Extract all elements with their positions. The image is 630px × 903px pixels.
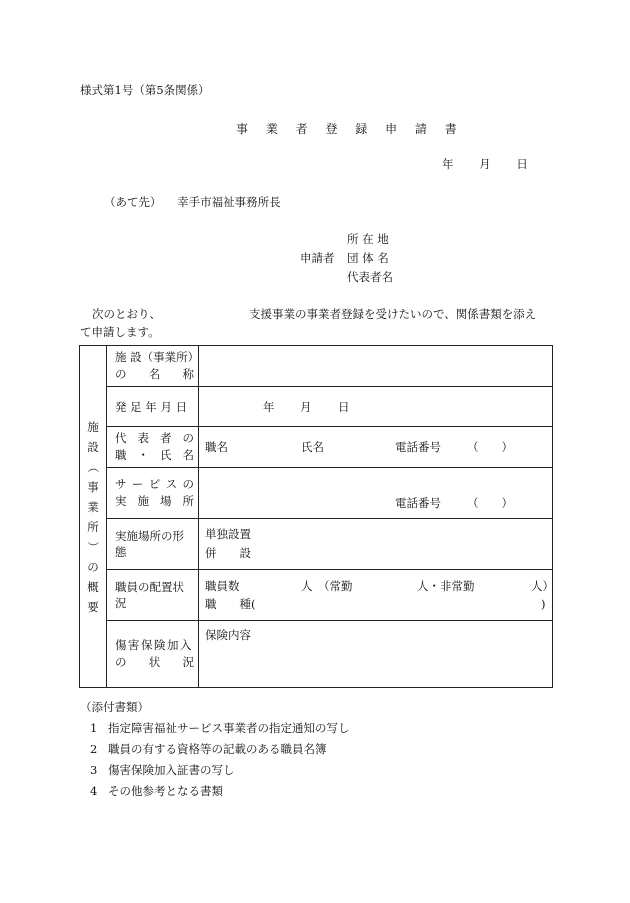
side-label-char: 業 [87, 499, 99, 514]
facility-name-label-bottom [115, 366, 194, 383]
staff-fulltime: （常勤 [318, 579, 353, 593]
addressee-name: 幸手市福祉事務所長 [177, 195, 281, 209]
side-label-char: 要 [87, 599, 99, 614]
date-month: 月 [479, 157, 491, 171]
staff-field[interactable] [199, 570, 553, 621]
representative-label-bottom [115, 447, 194, 464]
statement-part2: 支援事業の事業者登録を受けたいので、関係書類を添え [249, 307, 537, 321]
start-date-day: 日 [338, 399, 350, 414]
label-char: 称 [182, 367, 194, 381]
insurance-label-top: 傷害保険加入 [115, 638, 193, 652]
facility-name-label [107, 346, 199, 387]
loc-phone-label: 電話番号 [395, 496, 441, 510]
staff-persons-end: 人） [531, 579, 554, 593]
rep-position-label: 職名 [205, 440, 228, 454]
label-char: ス [165, 477, 178, 491]
location-type-field[interactable] [199, 519, 553, 570]
label-char: 氏 [160, 448, 172, 462]
side-label-char: ） [86, 540, 100, 553]
facility-overview-table [79, 345, 553, 688]
staff-label: 職員の配置状況 [107, 570, 199, 621]
staff-persons: 人 [301, 579, 313, 593]
loc-phone-paren: （ ） [467, 496, 513, 510]
label-char: 名 [182, 448, 194, 462]
start-date-year: 年 [263, 399, 275, 414]
label-char: ビ [148, 477, 161, 491]
label-char: の [182, 431, 194, 445]
insurance-content-label: 保険内容 [205, 628, 251, 642]
staff-count-label: 職員数 [205, 579, 240, 593]
side-label-char: 所 [87, 519, 99, 534]
application-statement [80, 305, 550, 341]
date-year: 年 [442, 157, 454, 171]
staff-kind-end: ) [541, 597, 546, 611]
attachment-text: 傷害保険加入証書の写し [108, 763, 235, 777]
attachment-item [80, 781, 350, 802]
statement-part1: 次のとおり、 [92, 307, 161, 321]
label-char: 代 [115, 431, 127, 445]
label-char: の [182, 477, 194, 491]
option-standalone[interactable]: 単独設置 [205, 527, 251, 541]
attachment-num: 4 [90, 784, 98, 798]
page-title: 事 業 者 登 録 申 請 書 [236, 122, 464, 136]
form-id: 様式第1号（第5条関係） [80, 83, 210, 97]
attachments-heading: （添付書類） [80, 700, 149, 714]
facility-name-label-top: 施 設（事業所） [115, 350, 200, 364]
side-label [80, 346, 107, 688]
label-char: 実 [115, 494, 127, 508]
attachment-text: 指定障害福祉サービス事業者の指定通知の写し [108, 721, 350, 735]
side-label-char: 事 [87, 479, 99, 494]
label-char: の [115, 655, 127, 669]
addressee-prefix: （あて先） [104, 195, 162, 209]
addressee [104, 194, 281, 210]
label-char: 表 [137, 431, 149, 445]
rep-phone-paren: （ ） [467, 440, 513, 454]
insurance-label-bottom [115, 654, 194, 671]
service-location-label-bottom [115, 493, 194, 510]
side-label-char: 設 [87, 439, 99, 454]
attachment-text: 職員の有する資格等の記載のある職員名簿 [108, 742, 327, 756]
label-char: ー [131, 477, 144, 491]
insurance-label [107, 621, 199, 688]
label-char: 状 [148, 655, 161, 669]
label-char: 場 [160, 494, 172, 508]
label-char: 況 [182, 655, 194, 669]
label-char: の [115, 367, 127, 381]
attachment-text: その他参考となる書類 [108, 784, 223, 798]
attachment-num: 1 [90, 721, 98, 735]
start-date-field[interactable] [199, 387, 553, 427]
label-char: ・ [137, 448, 149, 462]
side-label-char: 施 [87, 419, 99, 434]
service-location-label-top [115, 476, 194, 493]
start-date-month: 月 [300, 399, 312, 414]
side-label-char: （ [86, 460, 100, 473]
staff-kind-label: 職 種( [205, 597, 256, 611]
label-char: 施 [137, 494, 149, 508]
label-char: 所 [182, 494, 194, 508]
representative-label [107, 427, 199, 468]
label-char: 職 [115, 448, 127, 462]
label-char: 名 [148, 367, 161, 381]
representative-label-top [115, 430, 194, 447]
staff-parttime: 人・非常勤 [417, 579, 475, 593]
start-date-label: 発 足 年 月 日 [107, 387, 199, 427]
applicant-rep-label: 代表者名 [347, 270, 393, 284]
label-char: サ [115, 477, 127, 491]
applicant-org-label: 団 体 名 [347, 251, 389, 265]
service-location-label [107, 468, 199, 519]
statement-line2: て申請します。 [80, 325, 160, 339]
option-combined[interactable]: 併 設 [205, 546, 251, 560]
service-location-field[interactable] [199, 468, 553, 519]
applicant-label: 申請者 [300, 251, 335, 265]
rep-name-label: 氏名 [301, 440, 324, 454]
applicant-address-label: 所 在 地 [347, 232, 389, 246]
attachment-item [80, 760, 350, 781]
attachment-item [80, 718, 350, 739]
side-label-char: 概 [87, 579, 99, 594]
attachment-num: 3 [90, 763, 98, 777]
attachment-num: 2 [90, 742, 98, 756]
rep-phone-label: 電話番号 [395, 440, 441, 454]
attachment-item [80, 739, 350, 760]
representative-field[interactable] [199, 427, 553, 468]
side-label-char: の [87, 559, 99, 574]
date-day: 日 [516, 157, 528, 171]
label-char: 者 [160, 431, 172, 445]
attachments [80, 697, 350, 802]
facility-name-field[interactable] [199, 346, 553, 387]
location-type-label: 実施場所の形態 [107, 519, 199, 570]
application-date [442, 156, 528, 172]
insurance-field[interactable] [199, 621, 553, 688]
